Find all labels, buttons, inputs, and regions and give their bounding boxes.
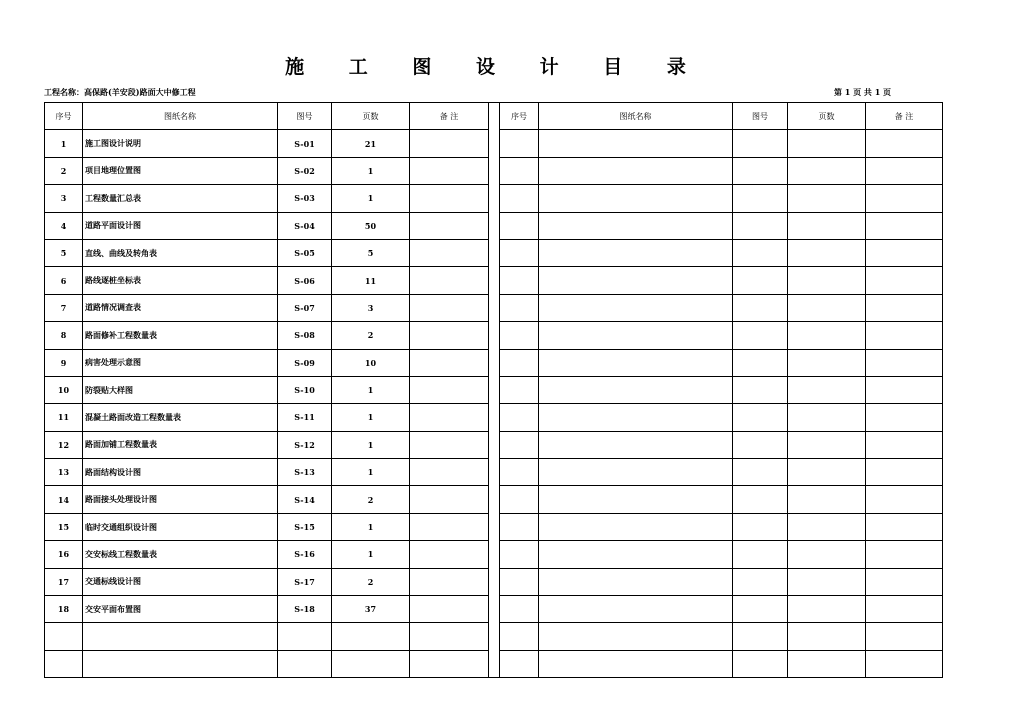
cell-name-right xyxy=(539,294,733,321)
cell-remark xyxy=(410,349,489,376)
table-row xyxy=(45,294,943,321)
cell-code: S-09 xyxy=(278,349,332,376)
header-pages: 页数 xyxy=(332,103,410,130)
cell-seq-right xyxy=(500,239,539,266)
header-code: 图号 xyxy=(278,103,332,130)
cell-remark xyxy=(410,459,489,486)
table-row xyxy=(45,623,943,650)
page-title: 施 工 图 设 计 目 录 xyxy=(285,56,705,78)
cell-pages-right xyxy=(788,486,866,513)
cell-code-right xyxy=(733,568,788,595)
cell-remark xyxy=(410,130,489,157)
cell-seq: 10 xyxy=(45,376,83,403)
cell-remark xyxy=(410,486,489,513)
cell-code: S-16 xyxy=(278,541,332,568)
cell-name-right xyxy=(539,267,733,294)
cell-seq: 16 xyxy=(45,541,83,568)
header-remark: 备 注 xyxy=(410,103,489,130)
cell-seq-right xyxy=(500,541,539,568)
cell-seq: 18 xyxy=(45,596,83,623)
column-gap xyxy=(489,239,500,266)
drawing-index-table xyxy=(44,102,943,678)
column-gap xyxy=(489,267,500,294)
column-gap xyxy=(489,130,500,157)
column-gap xyxy=(489,294,500,321)
cell-remark xyxy=(410,322,489,349)
cell-remark-right xyxy=(866,623,943,650)
cell-remark-right xyxy=(866,185,943,212)
cell-code: S-18 xyxy=(278,596,332,623)
cell-name: 防裂贴大样图 xyxy=(83,376,278,403)
column-gap xyxy=(489,596,500,623)
cell-code: S-01 xyxy=(278,130,332,157)
cell-code-right xyxy=(733,513,788,540)
cell-seq: 9 xyxy=(45,349,83,376)
cell-name: 交安标线工程数量表 xyxy=(83,541,278,568)
cell-pages-right xyxy=(788,212,866,239)
cell-name: 路面接头处理设计图 xyxy=(83,486,278,513)
cell-code-right xyxy=(733,650,788,677)
cell-remark-right xyxy=(866,431,943,458)
column-gap xyxy=(489,459,500,486)
table-row xyxy=(45,185,943,212)
cell-remark xyxy=(410,239,489,266)
cell-code: S-03 xyxy=(278,185,332,212)
cell-seq: 14 xyxy=(45,486,83,513)
cell-seq-right xyxy=(500,431,539,458)
cell-pages: 1 xyxy=(332,541,410,568)
cell-remark-right xyxy=(866,349,943,376)
table-row xyxy=(45,650,943,677)
table-row xyxy=(45,431,943,458)
cell-name: 路线逐桩坐标表 xyxy=(83,267,278,294)
cell-pages-right xyxy=(788,130,866,157)
cell-pages: 1 xyxy=(332,513,410,540)
cell-remark-right xyxy=(866,404,943,431)
table-row xyxy=(45,157,943,184)
cell-code: S-14 xyxy=(278,486,332,513)
cell-name-right xyxy=(539,486,733,513)
cell-code: S-07 xyxy=(278,294,332,321)
cell-code: S-12 xyxy=(278,431,332,458)
cell-remark xyxy=(410,513,489,540)
cell-seq-right xyxy=(500,486,539,513)
header-name-right: 图纸名称 xyxy=(539,103,733,130)
cell-name-right xyxy=(539,212,733,239)
cell-remark xyxy=(410,623,489,650)
cell-name-right xyxy=(539,404,733,431)
cell-code: S-15 xyxy=(278,513,332,540)
cell-remark-right xyxy=(866,157,943,184)
cell-name: 施工图设计说明 xyxy=(83,130,278,157)
cell-pages: 1 xyxy=(332,459,410,486)
cell-name-right xyxy=(539,513,733,540)
column-gap xyxy=(489,212,500,239)
cell-pages: 2 xyxy=(332,568,410,595)
cell-remark xyxy=(410,185,489,212)
cell-code-right xyxy=(733,623,788,650)
cell-remark xyxy=(410,212,489,239)
cell-seq-right xyxy=(500,267,539,294)
cell-name-right xyxy=(539,596,733,623)
cell-pages: 5 xyxy=(332,239,410,266)
cell-code-right xyxy=(733,459,788,486)
cell-seq: 7 xyxy=(45,294,83,321)
cell-pages-right xyxy=(788,568,866,595)
cell-pages-right xyxy=(788,239,866,266)
table-row xyxy=(45,459,943,486)
cell-code: S-11 xyxy=(278,404,332,431)
column-gap xyxy=(489,513,500,540)
cell-remark-right xyxy=(866,459,943,486)
column-gap xyxy=(489,376,500,403)
cell-code-right xyxy=(733,212,788,239)
cell-name-right xyxy=(539,185,733,212)
cell-pages-right xyxy=(788,623,866,650)
column-gap xyxy=(489,650,500,677)
project-name: 工程名称：高保路(羊安段)路面大中修工程 xyxy=(44,87,196,97)
table-row xyxy=(45,486,943,513)
cell-seq-right xyxy=(500,294,539,321)
cell-seq: 17 xyxy=(45,568,83,595)
cell-name: 交安平面布置图 xyxy=(83,596,278,623)
cell-name-right xyxy=(539,541,733,568)
header-code-right: 图号 xyxy=(733,103,788,130)
table-row xyxy=(45,322,943,349)
cell-pages-right xyxy=(788,596,866,623)
cell-pages: 2 xyxy=(332,486,410,513)
cell-code: S-02 xyxy=(278,157,332,184)
cell-name: 路面加铺工程数量表 xyxy=(83,431,278,458)
cell-code-right xyxy=(733,157,788,184)
cell-seq: 13 xyxy=(45,459,83,486)
cell-name-right xyxy=(539,650,733,677)
cell-code-right xyxy=(733,349,788,376)
cell-seq-right xyxy=(500,623,539,650)
cell-seq: 2 xyxy=(45,157,83,184)
cell-remark xyxy=(410,267,489,294)
cell-code-right xyxy=(733,404,788,431)
cell-remark xyxy=(410,294,489,321)
column-gap xyxy=(489,157,500,184)
cell-code-right xyxy=(733,130,788,157)
cell-remark xyxy=(410,650,489,677)
cell-code: S-05 xyxy=(278,239,332,266)
column-gap xyxy=(489,568,500,595)
cell-seq: 3 xyxy=(45,185,83,212)
cell-pages-right xyxy=(788,459,866,486)
cell-remark-right xyxy=(866,568,943,595)
cell-remark xyxy=(410,568,489,595)
cell-name xyxy=(83,650,278,677)
cell-seq-right xyxy=(500,130,539,157)
cell-seq xyxy=(45,650,83,677)
cell-pages-right xyxy=(788,349,866,376)
cell-name: 临时交通组织设计图 xyxy=(83,513,278,540)
cell-code: S-06 xyxy=(278,267,332,294)
cell-code-right xyxy=(733,596,788,623)
table-row xyxy=(45,349,943,376)
cell-code-right xyxy=(733,541,788,568)
cell-pages: 2 xyxy=(332,322,410,349)
cell-seq: 5 xyxy=(45,239,83,266)
cell-seq-right xyxy=(500,513,539,540)
cell-name: 交通标线设计图 xyxy=(83,568,278,595)
cell-code-right xyxy=(733,185,788,212)
cell-remark-right xyxy=(866,294,943,321)
cell-remark xyxy=(410,431,489,458)
column-gap xyxy=(489,486,500,513)
cell-seq-right xyxy=(500,322,539,349)
table-row xyxy=(45,404,943,431)
cell-pages-right xyxy=(788,431,866,458)
table-header-row xyxy=(45,103,943,130)
cell-remark-right xyxy=(866,267,943,294)
cell-pages-right xyxy=(788,294,866,321)
cell-name: 混凝土路面改造工程数量表 xyxy=(83,404,278,431)
cell-code-right xyxy=(733,431,788,458)
cell-pages-right xyxy=(788,157,866,184)
cell-pages-right xyxy=(788,267,866,294)
cell-seq: 1 xyxy=(45,130,83,157)
cell-remark-right xyxy=(866,650,943,677)
cell-name: 工程数量汇总表 xyxy=(83,185,278,212)
cell-seq-right xyxy=(500,376,539,403)
cell-seq: 11 xyxy=(45,404,83,431)
cell-name-right xyxy=(539,322,733,349)
table-row xyxy=(45,541,943,568)
cell-pages: 1 xyxy=(332,185,410,212)
cell-name: 路面结构设计图 xyxy=(83,459,278,486)
cell-pages-right xyxy=(788,404,866,431)
cell-pages-right xyxy=(788,185,866,212)
cell-name-right xyxy=(539,349,733,376)
header-remark-right: 备 注 xyxy=(866,103,943,130)
table-row xyxy=(45,376,943,403)
cell-name: 项目地理位置图 xyxy=(83,157,278,184)
cell-code-right xyxy=(733,239,788,266)
header-name: 图纸名称 xyxy=(83,103,278,130)
cell-remark xyxy=(410,157,489,184)
cell-seq: 6 xyxy=(45,267,83,294)
cell-code: S-04 xyxy=(278,212,332,239)
cell-name: 病害处理示意图 xyxy=(83,349,278,376)
cell-pages-right xyxy=(788,541,866,568)
cell-remark-right xyxy=(866,486,943,513)
cell-pages: 1 xyxy=(332,431,410,458)
cell-name: 直线、曲线及转角表 xyxy=(83,239,278,266)
cell-remark-right xyxy=(866,596,943,623)
cell-pages: 1 xyxy=(332,157,410,184)
table-row xyxy=(45,513,943,540)
cell-name-right xyxy=(539,130,733,157)
page-info: 第 1 页 共 1 页 xyxy=(834,87,892,97)
column-gap xyxy=(489,349,500,376)
cell-seq-right xyxy=(500,157,539,184)
cell-seq-right xyxy=(500,596,539,623)
cell-remark-right xyxy=(866,322,943,349)
header-pages-right: 页数 xyxy=(788,103,866,130)
cell-remark-right xyxy=(866,130,943,157)
cell-seq-right xyxy=(500,568,539,595)
cell-remark xyxy=(410,596,489,623)
cell-remark xyxy=(410,404,489,431)
cell-pages-right xyxy=(788,322,866,349)
table-row xyxy=(45,568,943,595)
cell-code-right xyxy=(733,294,788,321)
cell-name: 道路平面设计图 xyxy=(83,212,278,239)
cell-pages: 3 xyxy=(332,294,410,321)
cell-pages: 37 xyxy=(332,596,410,623)
cell-remark-right xyxy=(866,212,943,239)
cell-seq: 8 xyxy=(45,322,83,349)
cell-code: S-13 xyxy=(278,459,332,486)
cell-name-right xyxy=(539,568,733,595)
cell-pages-right xyxy=(788,513,866,540)
cell-seq: 12 xyxy=(45,431,83,458)
cell-name-right xyxy=(539,239,733,266)
cell-seq-right xyxy=(500,349,539,376)
column-gap xyxy=(489,623,500,650)
cell-remark-right xyxy=(866,541,943,568)
cell-name: 路面修补工程数量表 xyxy=(83,322,278,349)
cell-remark-right xyxy=(866,239,943,266)
cell-name-right xyxy=(539,376,733,403)
cell-pages-right xyxy=(788,376,866,403)
cell-pages xyxy=(332,623,410,650)
table-row xyxy=(45,267,943,294)
cell-code: S-17 xyxy=(278,568,332,595)
cell-code-right xyxy=(733,376,788,403)
cell-seq-right xyxy=(500,212,539,239)
cell-remark-right xyxy=(866,376,943,403)
cell-remark-right xyxy=(866,513,943,540)
cell-pages: 1 xyxy=(332,404,410,431)
cell-seq xyxy=(45,623,83,650)
table-row xyxy=(45,239,943,266)
cell-name-right xyxy=(539,623,733,650)
cell-name-right xyxy=(539,157,733,184)
cell-name xyxy=(83,623,278,650)
cell-seq-right xyxy=(500,185,539,212)
cell-pages: 1 xyxy=(332,376,410,403)
column-gap xyxy=(489,185,500,212)
table-row xyxy=(45,596,943,623)
cell-remark xyxy=(410,541,489,568)
cell-pages: 10 xyxy=(332,349,410,376)
header-seq: 序号 xyxy=(45,103,83,130)
cell-code-right xyxy=(733,322,788,349)
cell-code: S-08 xyxy=(278,322,332,349)
cell-seq-right xyxy=(500,459,539,486)
cell-code: S-10 xyxy=(278,376,332,403)
cell-pages-right xyxy=(788,650,866,677)
cell-pages: 50 xyxy=(332,212,410,239)
column-gap xyxy=(489,103,500,130)
table-row xyxy=(45,130,943,157)
cell-code xyxy=(278,623,332,650)
table-row xyxy=(45,212,943,239)
cell-code-right xyxy=(733,486,788,513)
cell-name: 道路情况调查表 xyxy=(83,294,278,321)
cell-code-right xyxy=(733,267,788,294)
cell-pages: 11 xyxy=(332,267,410,294)
cell-code xyxy=(278,650,332,677)
cell-remark xyxy=(410,376,489,403)
cell-seq: 15 xyxy=(45,513,83,540)
cell-seq-right xyxy=(500,404,539,431)
cell-name-right xyxy=(539,431,733,458)
header-seq-right: 序号 xyxy=(500,103,539,130)
column-gap xyxy=(489,541,500,568)
column-gap xyxy=(489,431,500,458)
cell-name-right xyxy=(539,459,733,486)
column-gap xyxy=(489,322,500,349)
cell-seq: 4 xyxy=(45,212,83,239)
cell-seq-right xyxy=(500,650,539,677)
cell-pages: 21 xyxy=(332,130,410,157)
column-gap xyxy=(489,404,500,431)
cell-pages xyxy=(332,650,410,677)
